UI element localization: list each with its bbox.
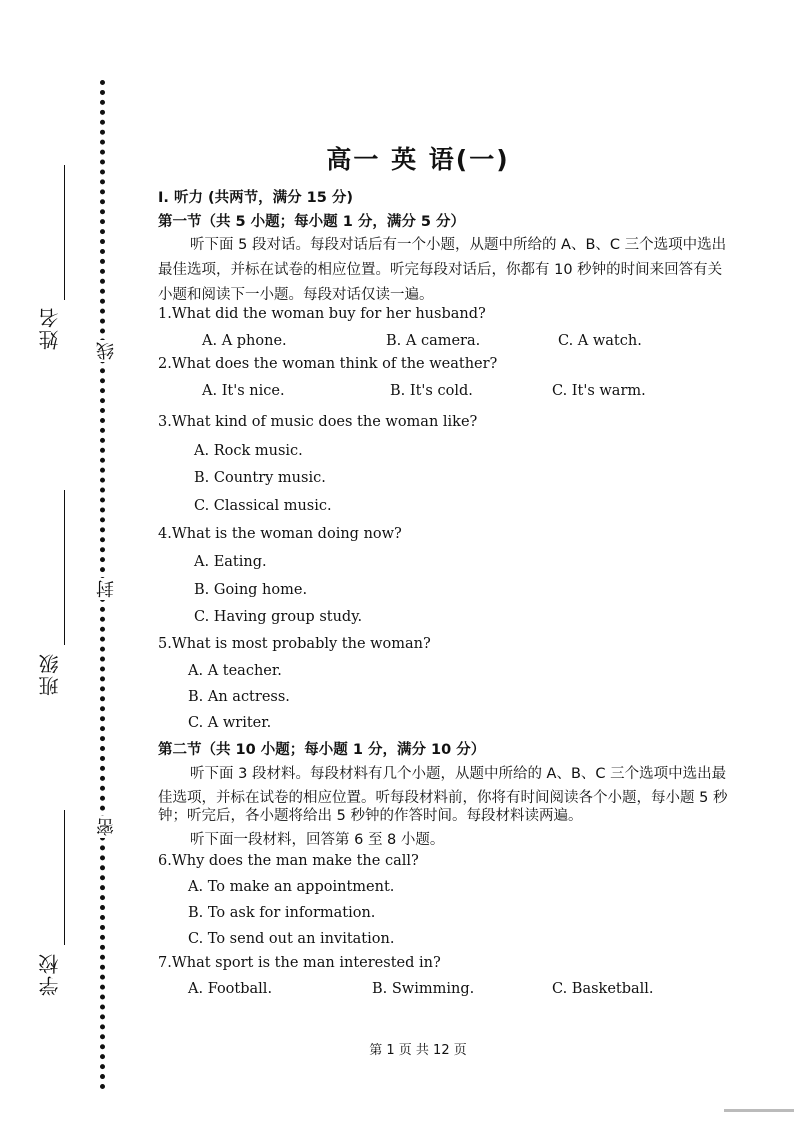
q6-option-c[interactable]: C. To send out an invitation. <box>188 931 395 947</box>
q4-option-c[interactable]: C. Having group study. <box>194 609 363 625</box>
q2-option-a[interactable]: A. It's nice. <box>202 383 285 399</box>
question-2: 2.What does the woman think of the weather? <box>158 356 498 372</box>
q6-option-a[interactable]: A. To make an appointment. <box>188 879 395 895</box>
school-label: 学校 <box>38 952 62 996</box>
q7-option-b[interactable]: B. Swimming. <box>372 981 475 997</box>
section2-instruction-1: 听下面 3 段材料。每段材料有几个小题，从题中所给的 A、B、C 三个选项中选出最 <box>190 766 727 782</box>
binding-char-secret: 密 <box>94 816 120 838</box>
question-1: 1.What did the woman buy for her husband? <box>158 306 486 322</box>
q3-option-b[interactable]: B. Country music. <box>194 470 326 486</box>
class-write-line[interactable] <box>64 490 65 645</box>
name-label: 姓名 <box>38 306 62 350</box>
page-footer: 第 1 页 共 12 页 <box>369 1043 467 1058</box>
page-title: 高一 英 语(一) <box>326 145 510 174</box>
question-7: 7.What sport is the man interested in? <box>158 955 441 971</box>
q5-option-c[interactable]: C. A writer. <box>188 715 272 731</box>
name-write-line[interactable] <box>64 165 65 300</box>
q1-option-a[interactable]: A. A phone. <box>202 333 287 349</box>
q7-option-c[interactable]: C. Basketball. <box>552 981 654 997</box>
section2-instruction-2: 佳选项，并标在试卷的相应位置。听每段材料前，你将有时间阅读各个小题，每小题 5 秒 <box>158 790 728 806</box>
question-4: 4.What is the woman doing now? <box>158 526 402 542</box>
q2-option-c[interactable]: C. It's warm. <box>552 383 646 399</box>
q1-option-b[interactable]: B. A camera. <box>386 333 481 349</box>
question-3: 3.What kind of music does the woman like? <box>158 414 478 430</box>
section1-instruction-1: 听下面 5 段对话。每段对话后有一个小题，从题中所给的 A、B、C 三个选项中选出 <box>190 237 727 253</box>
part1-heading: I. 听力 (共两节，满分 15 分) <box>158 190 354 206</box>
question-5: 5.What is most probably the woman? <box>158 636 431 652</box>
scan-artifact <box>724 1109 794 1112</box>
section2-heading: 第二节（共 10 小题；每小题 1 分，满分 10 分） <box>158 742 486 758</box>
section1-heading: 第一节（共 5 小题；每小题 1 分，满分 5 分） <box>158 214 466 230</box>
q2-option-b[interactable]: B. It's cold. <box>390 383 473 399</box>
binding-char-line: 线 <box>94 340 120 362</box>
class-label: 班级 <box>38 652 62 696</box>
q4-option-a[interactable]: A. Eating. <box>194 554 267 570</box>
section1-instruction-3: 小题和阅读下一小题。每段对话仅读一遍。 <box>158 287 434 303</box>
q7-option-a[interactable]: A. Football. <box>188 981 273 997</box>
q6-option-b[interactable]: B. To ask for information. <box>188 905 376 921</box>
q3-option-c[interactable]: C. Classical music. <box>194 498 332 514</box>
section2-instruction-3: 钟；听完后，各小题将给出 5 秒钟的作答时间。每段材料读两遍。 <box>158 808 583 824</box>
binding-char-seal: 封 <box>94 578 120 600</box>
school-write-line[interactable] <box>64 810 65 945</box>
question-6: 6.Why does the man make the call? <box>158 853 419 869</box>
q4-option-b[interactable]: B. Going home. <box>194 582 308 598</box>
q5-option-b[interactable]: B. An actress. <box>188 689 290 705</box>
section2-sub-instruction: 听下面一段材料，回答第 6 至 8 小题。 <box>190 832 445 848</box>
section1-instruction-2: 最佳选项，并标在试卷的相应位置。听完每段对话后，你都有 10 秒钟的时间来回答有关 <box>158 262 723 278</box>
q1-option-c[interactable]: C. A watch. <box>558 333 642 349</box>
q5-option-a[interactable]: A. A teacher. <box>188 663 282 679</box>
q3-option-a[interactable]: A. Rock music. <box>194 443 303 459</box>
